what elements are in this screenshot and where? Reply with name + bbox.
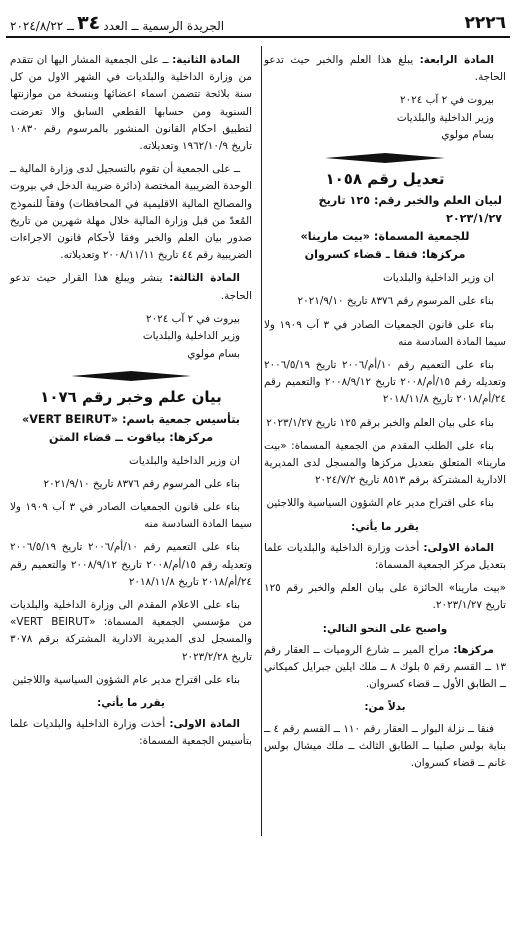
notice-subtitle-2: مركزها: بياقوت ــ قضاء المتن <box>49 430 213 444</box>
hq-text: مراح المير ــ شارع الروميات ــ العقار رقم ١٣ ــ القسم رقم ٥ بلوك ٨ ــ ملك ايلين جبرايل كميكاني ــ الطابق الأول ــ قضاء كسروان. <box>264 643 506 691</box>
sig-title: وزير الداخلية والبلديات <box>396 111 494 124</box>
article-text: ينشر ويبلغ هذا القرار حيث تدعو الحاجة. <box>10 272 252 302</box>
whereas-5: بناء على الطلب المقدم من الجمعية المسماة: «بيت مارينا» المتعلق بتعديل مركزها والمسجل لدى المديرية الادارية المشتركة برقم ٨٥١٣ تاريخ ٢٠٢٤/٧/٢ <box>264 439 506 487</box>
article-text: أخذت وزارة الداخلية والبلديات علما بتعديل مركز الجمعية المسماة: <box>264 541 506 571</box>
whereas-2: بناء على قانون الجمعيات الصادر في ٣ آب ١٩٠٩ ولا سيما المادة السادسة منه <box>10 500 252 531</box>
whereas-3: بناء على التعميم رقم ١٠/أم/٢٠٠٦ تاريخ ٢٠٠٦/٥/١٩ وتعديله رقم ١٥/أم/٢٠٠٨ تاريخ ٢٠٠٨/٩/١٢ والتعميم رقم ٢٤/أم/٢٠١٨ تاريخ ٢٠١٨/١١/٨ <box>10 541 252 588</box>
whereas-2: بناء على قانون الجمعيات الصادر في ٣ آب ١٩٠٩ ولا سيما المادة السادسة منه <box>264 318 506 348</box>
minister-line: ان وزير الداخلية والبلديات <box>383 272 494 285</box>
decides-line: يقرر ما يأتي: <box>351 520 419 533</box>
whereas-1: بناء على المرسوم رقم ٨٣٧٦ تاريخ ٢٠٢١/٩/١٠ <box>297 295 494 308</box>
issue-date: ــ ٢٠٢٤/٨/٢٢ <box>10 19 75 33</box>
hq-label: مركزها: <box>453 643 494 656</box>
article-2 <box>10 52 252 155</box>
whereas-1: بناء على المرسوم رقم ٨٣٧٦ تاريخ ٢٠٢١/٩/١٠ <box>43 477 240 490</box>
article-1 <box>264 540 506 574</box>
article-4 <box>264 52 506 86</box>
journal-name: الجريدة الرسمية ــ العدد <box>103 19 225 33</box>
article-label: المادة الثانية: <box>172 54 240 66</box>
article-label: المادة الثالثة: <box>169 272 240 285</box>
page-number: ٢٢٢٦ <box>464 13 506 33</box>
column-divider <box>261 46 262 836</box>
old-headquarters: فنقا ــ نزلة البوار ــ العقار رقم ١١٠ ــ القسم رقم ٤ ــ بناية بولس صليبا ــ الطابق الثالث ــ ملك ميشال بولس غانم ــ قضاء كسروان. <box>264 722 506 769</box>
whereas-3: بناء على التعميم رقم ١٠/أم/٢٠٠٦ تاريخ ٢٠٠٦/٥/١٩ وتعديله رقم ١٥/أم/٢٠٠٨ تاريخ ٢٠٠٨/٩/١٢ والتعميم رقم ٢٤/أم/٢٠١٨ تاريخ ٢٠١٨/١١/٨ <box>264 358 506 406</box>
two-columns <box>6 38 510 778</box>
became-line: واصبح على النحو التالي: <box>322 622 448 635</box>
sig-title: وزير الداخلية والبلديات <box>142 330 240 343</box>
sig-name: بسام مولوي <box>187 347 240 360</box>
minister-line: ان وزير الداخلية والبلديات <box>129 454 240 467</box>
sig-place-date: بيروت في ٢ آب ٢٠٢٤ <box>400 94 494 107</box>
article-text: ــ على الجمعية المشار اليها ان تتقدم من وزارة الداخلية والبلديات في الشهر الاول من كل سنة بلائحة تتضمن اسماء اعضائها وبنسخة من موازنتها السنوية ومن حسابها القطعي السابق والا تعرضت لتطبيق احكام القانون المنشور بالمرسوم رقم ١٠٨٣٠ تاريخ ١٩٦٢/١٠/٩ وتعديلاته. <box>10 54 252 153</box>
amendment-title: تعديل رقم ١٠٥٨ <box>325 169 445 188</box>
article-2-cont: ــ على الجمعية أن تقوم بالتسجيل لدى وزارة المالية ــ الوحدة الضريبية المختصة (دائرة ضريبة الدخل في بيروت والمصالح المالية الاقليمية في المحافظات) وفقاً للنموذج المُعدّ من قبل وزارة المالية خلال مهلة شهرين من تاريخ صدور بيان العلم والخبر وفقا لأحكام قانون الاجراءات الضريبية رقم ٤٤ تاريخ ٢٠٠٨/١١/١١ وتعديلاته. <box>10 163 252 262</box>
article-text: يبلغ هذا العلم والخبر حيث تدعو الحاجة. <box>264 54 506 84</box>
running-title <box>10 14 224 33</box>
decides-line: يقرر ما يأتي: <box>97 696 165 709</box>
article-label: المادة الاولى: <box>423 541 494 554</box>
separator-ornament <box>325 153 445 163</box>
article-3 <box>10 270 252 304</box>
whereas-4: بناء على بيان العلم والخبر برقم ١٢٥ تاريخ ٢٠٢٣/١/٢٧ <box>266 416 494 429</box>
whereas-4: بناء على الاعلام المقدم الى وزارة الداخلية والبلديات من مؤسسي الجمعية المسماة: «VERT BEIRUT» والمسجل لدى المديرية الادارية المشتركة برقم ٣٠٧٨ تاريخ ٢٠٢٣/٢/٢٨ <box>10 598 253 663</box>
instead-line: بدلاً من: <box>364 701 406 714</box>
sig-name: بسام مولوي <box>441 129 494 142</box>
right-column <box>264 52 510 778</box>
whereas-6: بناء على اقتراح مدير عام الشؤون السياسية واللاجئين <box>266 497 494 510</box>
sig-place-date: بيروت في ٢ آب ٢٠٢٤ <box>146 312 240 325</box>
amendment-subtitle-3: مركزها: فنقا ـ قضاء كسروان <box>304 248 466 262</box>
article-1-cont: «بيت مارينا» الحائزة على بيان العلم والخبر رقم ١٢٥ تاريخ ٢٠٢٣/١/٢٧. <box>264 582 506 612</box>
notice-title: بيان علم وخبر رقم ١٠٧٦ <box>40 388 222 407</box>
amendment-subtitle-2: للجمعية المسماة: «بيت مارينا» <box>300 230 470 244</box>
article-text: أخذت وزارة الداخلية والبلديات علما بتأسيس الجمعية المسماة: <box>10 718 252 748</box>
signature-block <box>264 92 506 145</box>
left-column <box>6 52 252 778</box>
issue-number: ٣٤ <box>77 12 101 34</box>
signature-block <box>10 311 252 364</box>
new-headquarters <box>264 642 506 694</box>
separator-ornament <box>71 371 191 381</box>
whereas-5: بناء على اقتراح مدير عام الشؤون السياسية واللاجئين <box>12 673 240 686</box>
amendment-subtitle-1: لبيان العلم والخبر رقم: ١٢٥ تاريخ ٢٠٢٣/١/٢٧ <box>318 194 502 226</box>
article-1 <box>10 716 252 750</box>
notice-subtitle-1: بتأسيس جمعية باسم: «VERT BEIRUT» <box>22 412 240 426</box>
article-label: المادة الرابعة: <box>419 54 494 66</box>
page-header <box>6 8 510 38</box>
article-label: المادة الاولى: <box>169 718 240 731</box>
